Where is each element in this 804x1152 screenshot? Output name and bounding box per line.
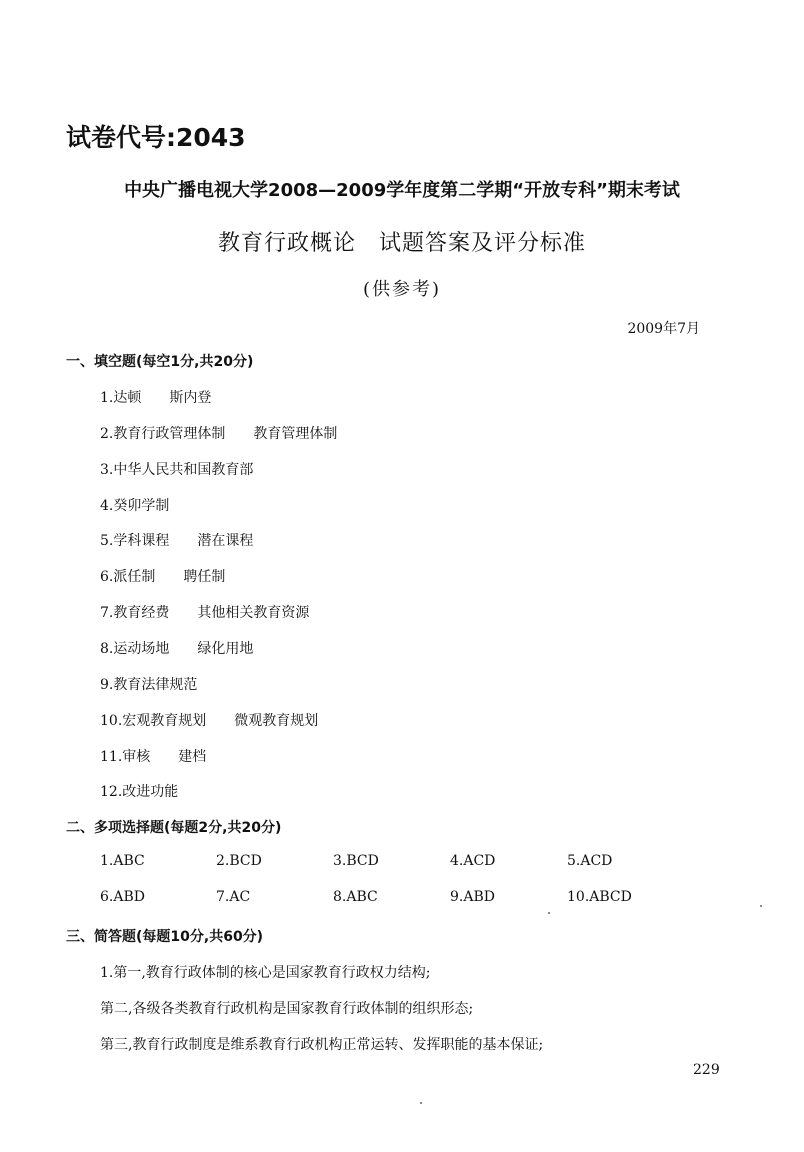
section-1-title: 一、填空题(每空1分,共20分) [66,354,254,370]
mc-answer-8: 8.ABC [333,889,378,905]
mc-answer-1: 1.ABC [100,853,145,869]
mc-answer-3: 3.BCD [333,853,379,869]
mc-answer-5: 5.ACD [567,853,613,869]
fill-blank-answer-4: 4.癸卯学制 [100,498,170,514]
fill-blank-answer-7: 7.教育经费 其他相关教育资源 [100,605,310,621]
exam-date: 2009年7月 [627,321,700,337]
fill-blank-answer-2: 2.教育行政管理体制 教育管理体制 [100,426,338,442]
mc-answer-7: 7.AC [216,889,251,905]
paper-code: 试卷代号:2043 [66,123,246,152]
mc-answer-6: 6.ABD [100,889,145,905]
mc-answer-9: 9.ABD [450,889,495,905]
mc-answer-2: 2.BCD [216,853,262,869]
fill-blank-answer-8: 8.运动场地 绿化用地 [100,641,254,657]
reference-note: (供参考) [362,279,442,300]
mc-answer-4: 4.ACD [450,853,496,869]
fill-blank-answer-10: 10.宏观教育规划 微观教育规划 [100,713,319,729]
fill-blank-answer-5: 5.学科课程 潜在课程 [100,533,254,549]
scan-speck [420,1102,422,1104]
short-answer-line-3: 第三,教育行政制度是维系教育行政机构正常运转、发挥职能的基本保证; [100,1037,544,1053]
fill-blank-answer-6: 6.派任制 聘任制 [100,569,226,585]
fill-blank-answer-9: 9.教育法律规范 [100,677,198,693]
subject-title: 教育行政概论 试题答案及评分标准 [217,231,586,256]
section-3-title: 三、简答题(每题10分,共60分) [66,929,264,945]
section-2-title: 二、多项选择题(每题2分,共20分) [66,820,282,836]
fill-blank-answer-1: 1.达顿 斯内登 [100,390,212,406]
fill-blank-answer-12: 12.改进功能 [100,784,179,800]
fill-blank-answer-3: 3.中华人民共和国教育部 [100,462,254,478]
scan-speck [760,905,762,907]
university-exam-line: 中央广播电视大学2008—2009学年度第二学期“开放专科”期末考试 [124,180,680,201]
mc-answer-10: 10.ABCD [567,889,632,905]
page-number: 229 [693,1062,720,1078]
short-answer-line-1: 1.第一,教育行政体制的核心是国家教育行政权力结构; [100,965,431,981]
scan-speck [548,912,550,914]
short-answer-line-2: 第二,各级各类教育行政机构是国家教育行政体制的组织形态; [100,1001,474,1017]
fill-blank-answer-11: 11.审核 建档 [100,749,207,765]
